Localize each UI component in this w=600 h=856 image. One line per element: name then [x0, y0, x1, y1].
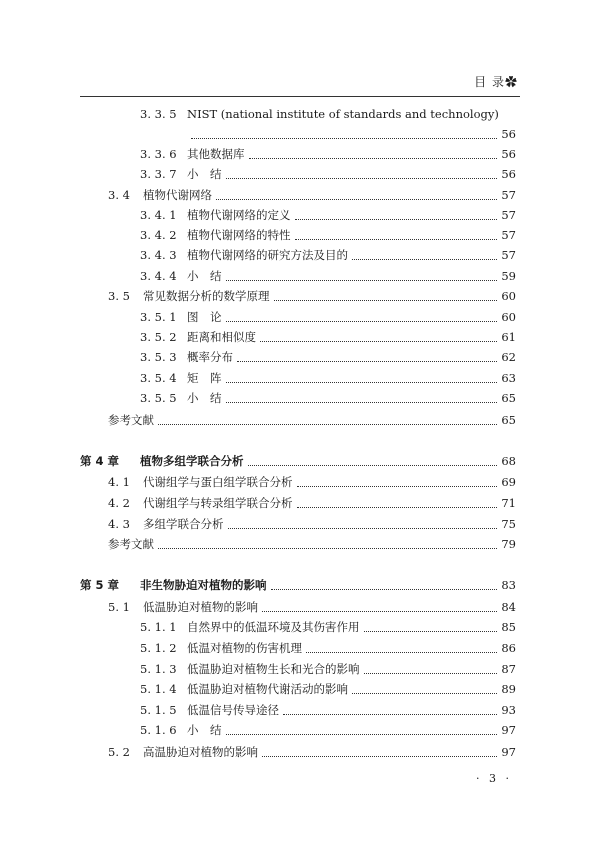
dot-leader [271, 588, 498, 590]
toc-entry [0, 307, 600, 327]
toc-entry [0, 659, 600, 679]
toc-entry-title: NIST (national institute of standards and technology) [187, 107, 499, 121]
toc-entry-title: 小 结 [187, 723, 222, 737]
toc-entry [0, 597, 600, 617]
toc-entry-number: 3. 5. 3 [140, 350, 177, 364]
toc-entry-title: 常见数据分析的数学原理 [143, 289, 270, 303]
toc-entry-page: 86 [501, 641, 516, 655]
toc-entry-number: 5. 1. 4 [140, 682, 177, 696]
dot-leader [226, 279, 498, 281]
dot-leader [226, 381, 498, 383]
toc-entry [0, 347, 600, 367]
toc-entry-page: 59 [501, 269, 516, 283]
toc-entry-title: 代谢组学与转录组学联合分析 [143, 496, 293, 510]
toc-entry-page: 57 [501, 208, 516, 222]
toc-entry-number: 5. 2 [108, 745, 130, 759]
toc-entry-page: 57 [501, 228, 516, 242]
toc-entry-title: 高温胁迫对植物的影响 [143, 745, 258, 759]
dot-leader [262, 610, 497, 612]
toc-entry [0, 493, 600, 513]
toc-entry-number: 第 4 章 [80, 454, 120, 468]
toc-entry-title: 植物代谢网络的特性 [187, 228, 291, 242]
toc-entry-page: 84 [501, 600, 516, 614]
toc-entry-page: 75 [501, 517, 516, 531]
dot-leader [216, 198, 497, 200]
dot-leader [262, 755, 497, 757]
toc-entry-page: 56 [501, 167, 516, 181]
toc-entry-number: 第 5 章 [80, 578, 120, 592]
toc-entry [0, 410, 600, 430]
toc-entry-title: 低温胁迫对植物代谢活动的影响 [187, 682, 348, 696]
toc-chapter-entry [0, 575, 600, 595]
toc-entry-number: 3. 4. 4 [140, 269, 177, 283]
toc-entry [0, 617, 600, 637]
toc-entry-title: 代谢组学与蛋白组学联合分析 [143, 475, 293, 489]
dot-leader [237, 360, 497, 362]
toc-entry-page: 65 [501, 413, 516, 427]
toc-entry [0, 534, 600, 554]
toc-entry-page: 60 [501, 310, 516, 324]
toc-entry [0, 286, 600, 306]
toc-entry-page: 83 [501, 578, 516, 592]
toc-entry [0, 124, 600, 144]
toc-entry-number: 3. 5 [108, 289, 130, 303]
toc-entry-title: 植物代谢网络的研究方法及目的 [187, 248, 348, 262]
toc-entry-title: 低温胁迫对植物生长和光合的影响 [187, 662, 360, 676]
toc-entry [0, 164, 600, 184]
toc-entry-title: 小 结 [187, 269, 222, 283]
toc-entry-page: 71 [501, 496, 516, 510]
toc-entry-title: 低温信号传导途径 [187, 703, 279, 717]
dot-leader [352, 258, 497, 260]
toc-entry-number: 3. 3. 5 [140, 107, 177, 121]
toc-entry-number: 3. 5. 1 [140, 310, 177, 324]
toc-entry-title: 参考文献 [108, 413, 154, 427]
toc-chapter-entry [0, 451, 600, 471]
toc-entry-number: 3. 3. 6 [140, 147, 177, 161]
toc-entry-number: 3. 5. 5 [140, 391, 177, 405]
dot-leader [297, 506, 498, 508]
toc-entry-page: 56 [501, 147, 516, 161]
toc-entry-page: 57 [501, 188, 516, 202]
toc-entry-number: 3. 4 [108, 188, 130, 202]
toc-entry [0, 742, 600, 762]
toc-entry [0, 104, 600, 124]
dot-leader [352, 692, 497, 694]
toc-entry-title: 图 论 [187, 310, 222, 324]
dot-leader [297, 485, 498, 487]
toc-entry [0, 638, 600, 658]
toc-entry-title: 多组学联合分析 [143, 517, 224, 531]
toc-entry-page: 65 [501, 391, 516, 405]
toc-entry-page: 56 [501, 127, 516, 141]
dot-leader [191, 137, 497, 139]
toc-entry-page: 57 [501, 248, 516, 262]
dot-leader [364, 672, 498, 674]
dot-leader [364, 630, 498, 632]
toc-entry-number: 5. 1. 6 [140, 723, 177, 737]
toc-entry-page: 97 [501, 745, 516, 759]
toc-entry-number: 3. 4. 1 [140, 208, 177, 222]
toc-entry-page: 97 [501, 723, 516, 737]
dot-leader [158, 423, 497, 425]
toc-entry-number: 3. 4. 3 [140, 248, 177, 262]
toc-entry-number: 5. 1. 2 [140, 641, 177, 655]
toc-entry [0, 266, 600, 286]
toc-entry-title: 其他数据库 [187, 147, 245, 161]
dot-leader [226, 177, 498, 179]
toc-entry [0, 327, 600, 347]
toc-entry-number: 3. 3. 7 [140, 167, 177, 181]
toc-entry-page: 85 [501, 620, 516, 634]
toc-entry-number: 4. 2 [108, 496, 130, 510]
toc-entry-number: 5. 1. 5 [140, 703, 177, 717]
dot-leader [274, 299, 498, 301]
toc-entry-title: 自然界中的低温环境及其伤害作用 [187, 620, 360, 634]
toc-entry [0, 225, 600, 245]
toc-entry-title: 小 结 [187, 391, 222, 405]
toc-entry-number: 5. 1 [108, 600, 130, 614]
toc-entry-title: 非生物胁迫对植物的影响 [140, 578, 267, 592]
toc-entry-number: 3. 4. 2 [140, 228, 177, 242]
dot-leader [306, 651, 497, 653]
toc-entry-title: 小 结 [187, 167, 222, 181]
page-number: · 3 · [476, 772, 512, 785]
toc-entry [0, 388, 600, 408]
toc-entry [0, 720, 600, 740]
toc-entry [0, 185, 600, 205]
toc-entry-page: 63 [501, 371, 516, 385]
toc-entry-page: 69 [501, 475, 516, 489]
dot-leader [228, 527, 498, 529]
toc-entry [0, 679, 600, 699]
toc-entry-title: 植物代谢网络 [143, 188, 212, 202]
toc-entry-title: 参考文献 [108, 537, 154, 551]
toc-entry-page: 87 [501, 662, 516, 676]
toc-entry-title: 低温胁迫对植物的影响 [143, 600, 258, 614]
dot-leader [295, 238, 498, 240]
toc-entry-page: 68 [501, 454, 516, 468]
toc-entry-title: 低温对植物的伤害机理 [187, 641, 302, 655]
toc-entry-page: 79 [501, 537, 516, 551]
dot-leader [226, 320, 498, 322]
toc-entry [0, 205, 600, 225]
toc-entry [0, 368, 600, 388]
toc-entry [0, 472, 600, 492]
dot-leader [226, 733, 498, 735]
dot-leader [248, 464, 498, 466]
toc-entry-page: 62 [501, 350, 516, 364]
toc-entry-title: 距离和相似度 [187, 330, 256, 344]
toc-entry [0, 700, 600, 720]
toc-entry-title: 植物代谢网络的定义 [187, 208, 291, 222]
toc-entry-number: 4. 3 [108, 517, 130, 531]
toc-entry-title: 植物多组学联合分析 [140, 454, 244, 468]
dot-leader [226, 401, 498, 403]
toc-entry-number: 5. 1. 1 [140, 620, 177, 634]
running-header: 目 录✿ [474, 75, 518, 89]
dot-leader [260, 340, 497, 342]
toc-entry-number: 5. 1. 3 [140, 662, 177, 676]
dot-leader [158, 547, 497, 549]
toc-entry [0, 144, 600, 164]
toc-entry-number: 3. 5. 2 [140, 330, 177, 344]
toc-entry-page: 89 [501, 682, 516, 696]
toc-entry-page: 60 [501, 289, 516, 303]
toc-entry [0, 245, 600, 265]
toc-entry [0, 514, 600, 534]
toc-entry-number: 4. 1 [108, 475, 130, 489]
toc-entry-page: 93 [501, 703, 516, 717]
dot-leader [295, 218, 498, 220]
toc-entry-page: 61 [501, 330, 516, 344]
dot-leader [283, 713, 497, 715]
toc-entry-number: 3. 5. 4 [140, 371, 177, 385]
toc-entry-title: 矩 阵 [187, 371, 222, 385]
toc-entry-title: 概率分布 [187, 350, 233, 364]
dot-leader [249, 157, 498, 159]
